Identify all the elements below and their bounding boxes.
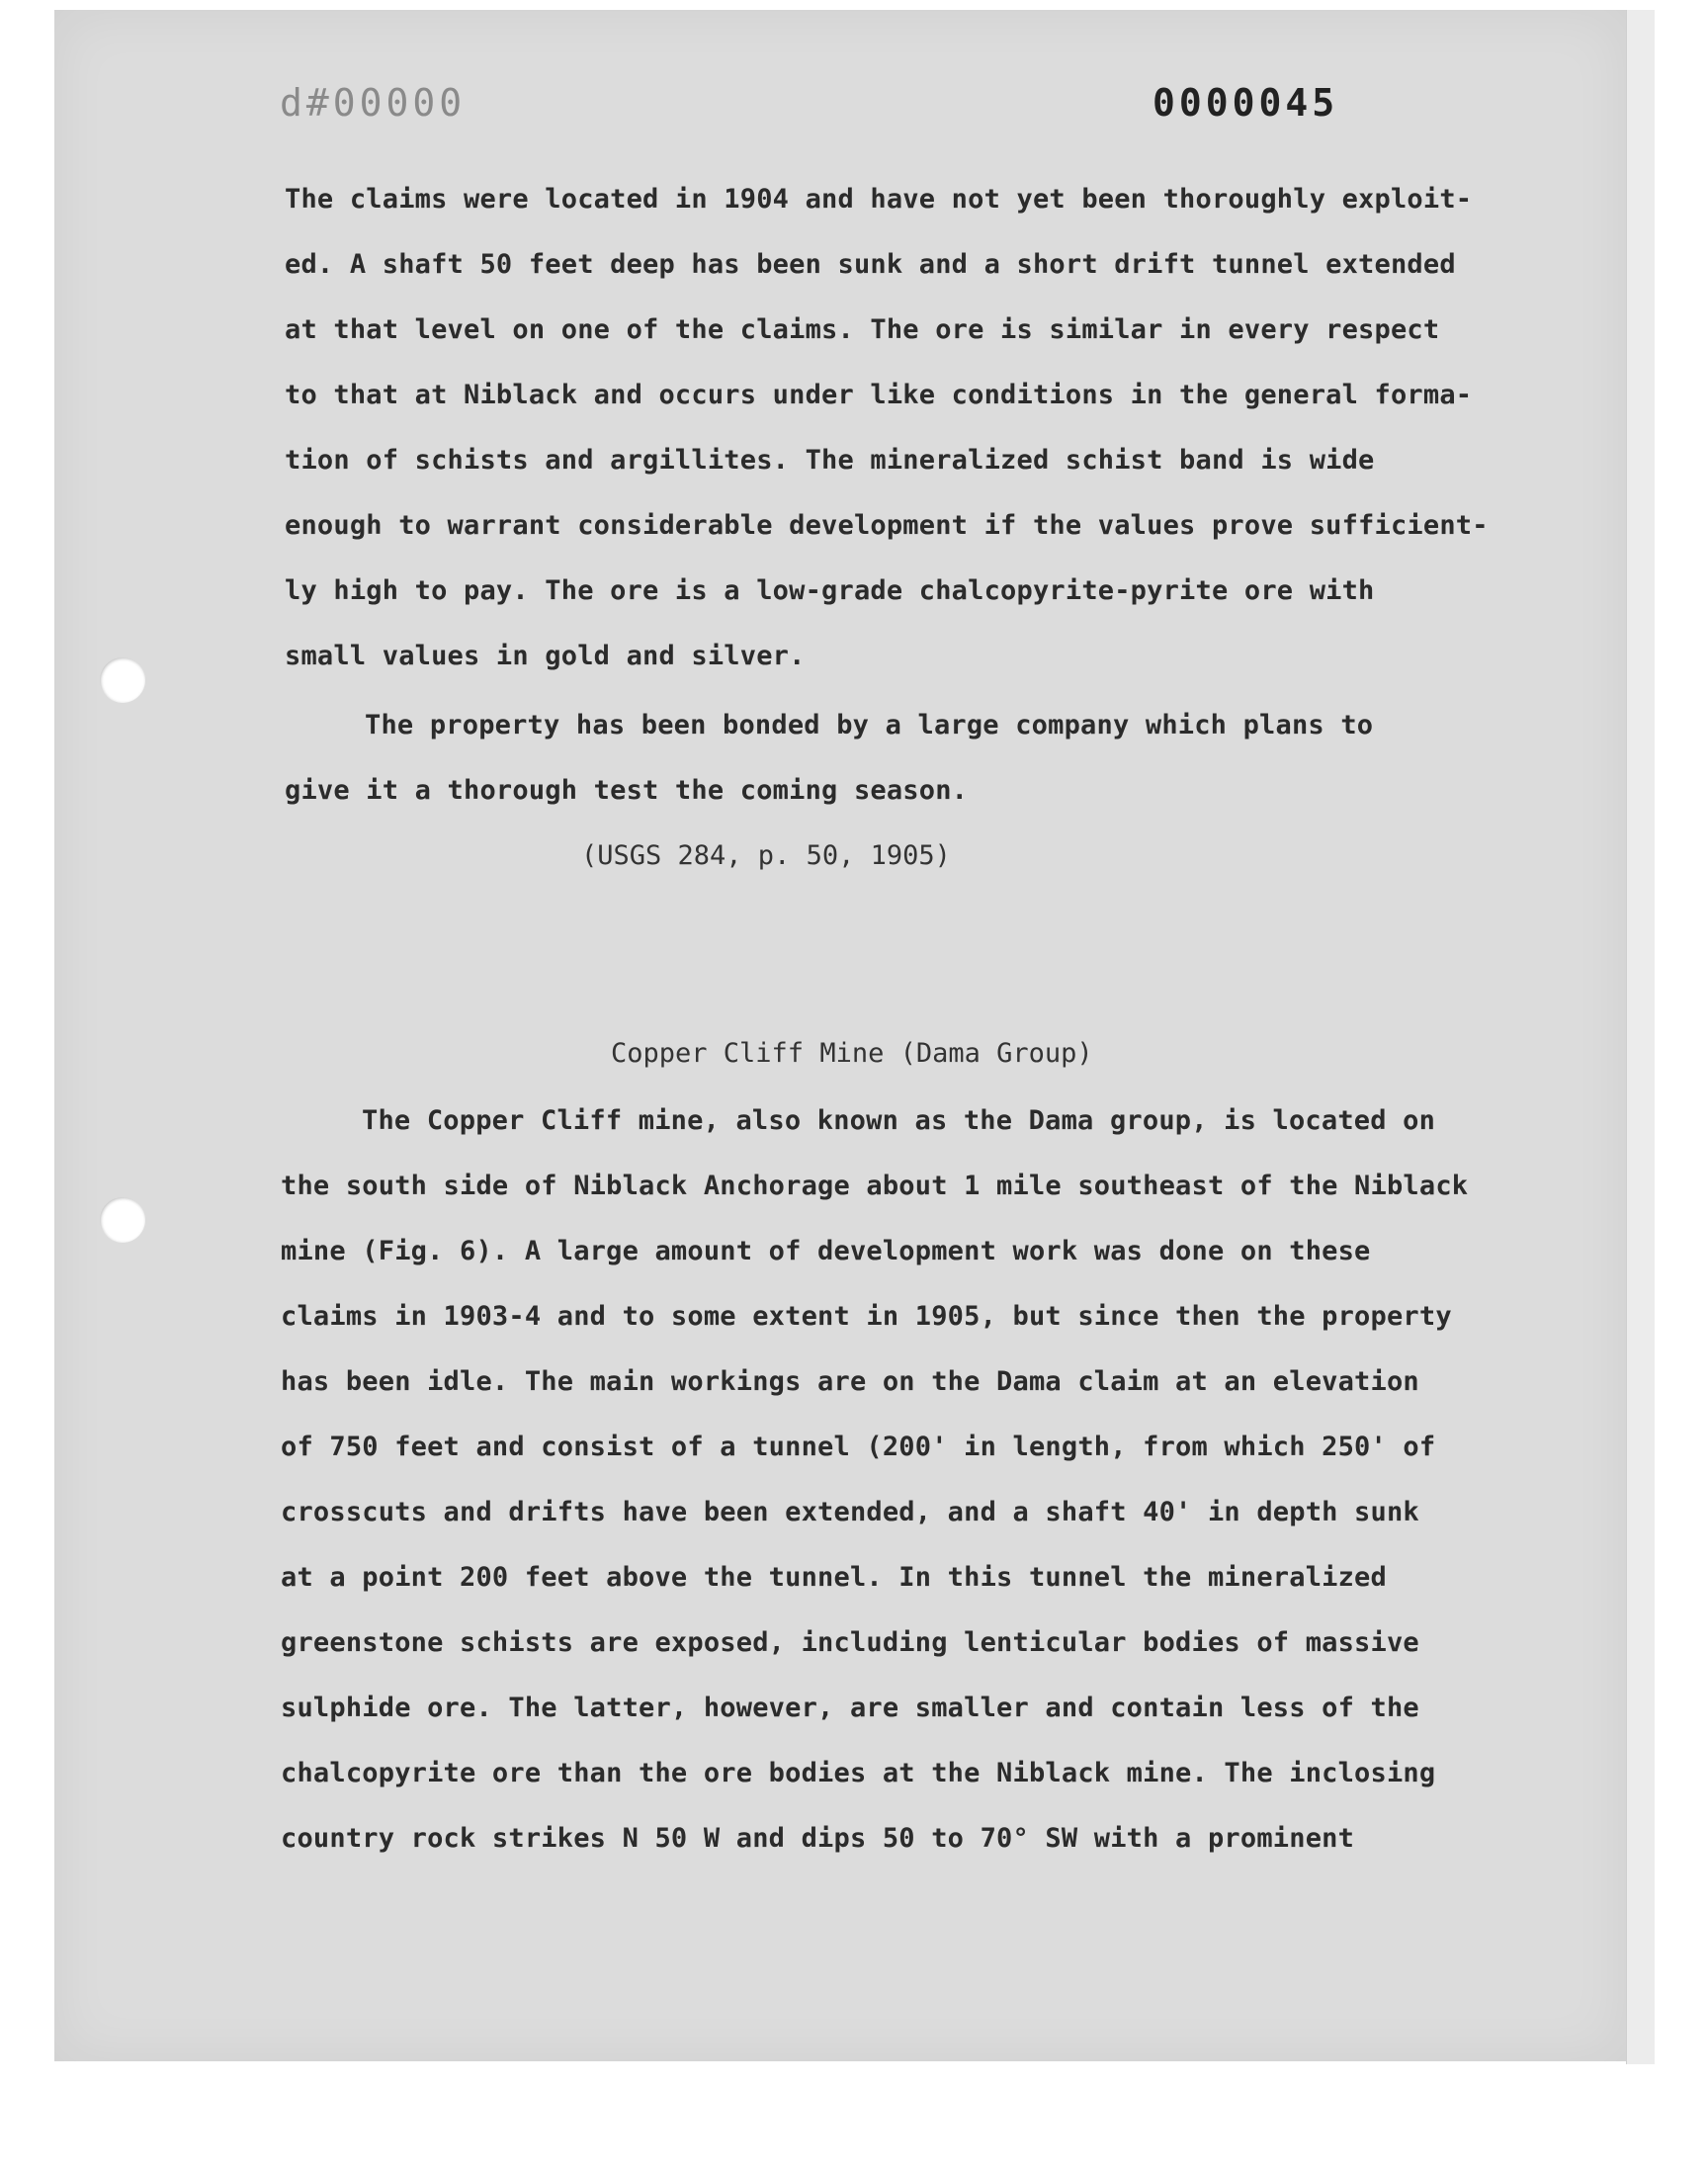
body-line: claims in 1903-4 and to some extent in 1905, but since then the property: [281, 1301, 1452, 1332]
body-line: enough to warrant considerable development if the values prove sufficient-: [285, 510, 1489, 541]
body-line: sulphide ore. The latter, however, are smaller and contain less of the: [281, 1693, 1419, 1723]
body-line: at that level on one of the claims. The ore is similar in every respect: [285, 314, 1440, 345]
paper-edge: [1626, 10, 1655, 2064]
body-line: The property has been bonded by a large company which plans to: [365, 710, 1374, 740]
body-line: at a point 200 feet above the tunnel. In this tunnel the mineralized: [281, 1562, 1387, 1593]
body-line: The claims were located in 1904 and have not yet been thoroughly exploit-: [285, 184, 1473, 215]
citation: (USGS 284, p. 50, 1905): [581, 840, 951, 871]
body-line: the south side of Niblack Anchorage about 1 mile southeast of the Niblack: [281, 1171, 1469, 1201]
body-line: has been idle. The main workings are on the Dama claim at an elevation: [281, 1366, 1419, 1397]
body-line: tion of schists and argillites. The mineralized schist band is wide: [285, 445, 1375, 476]
body-line: ed. A shaft 50 feet deep has been sunk and a short drift tunnel extended: [285, 249, 1456, 280]
punch-hole-top: [100, 657, 145, 703]
body-line: mine (Fig. 6). A large amount of development work was done on these: [281, 1236, 1371, 1266]
body-line: crosscuts and drifts have been extended, and a shaft 40' in depth sunk: [281, 1497, 1419, 1527]
body-line: greenstone schists are exposed, including lenticular bodies of massive: [281, 1627, 1419, 1658]
body-line: give it a thorough test the coming season.: [285, 775, 969, 806]
body-line: of 750 feet and consist of a tunnel (200' in length, from which 250' of: [281, 1432, 1436, 1462]
page-number-stamp: 0000045: [1153, 81, 1339, 125]
document-stamp-left: d#00000: [280, 81, 467, 125]
punch-hole-bottom: [100, 1197, 145, 1243]
body-line: to that at Niblack and occurs under like conditions in the general forma-: [285, 380, 1473, 410]
section-title: Copper Cliff Mine (Dama Group): [611, 1038, 1093, 1069]
body-line: small values in gold and silver.: [285, 641, 806, 671]
body-line: ly high to pay. The ore is a low-grade chalcopyrite-pyrite ore with: [285, 575, 1375, 606]
body-line: chalcopyrite ore than the ore bodies at the Niblack mine. The inclosing: [281, 1758, 1436, 1788]
body-line: The Copper Cliff mine, also known as the Dama group, is located on: [362, 1105, 1436, 1136]
body-line: country rock strikes N 50 W and dips 50 to 70° SW with a prominent: [281, 1823, 1355, 1854]
